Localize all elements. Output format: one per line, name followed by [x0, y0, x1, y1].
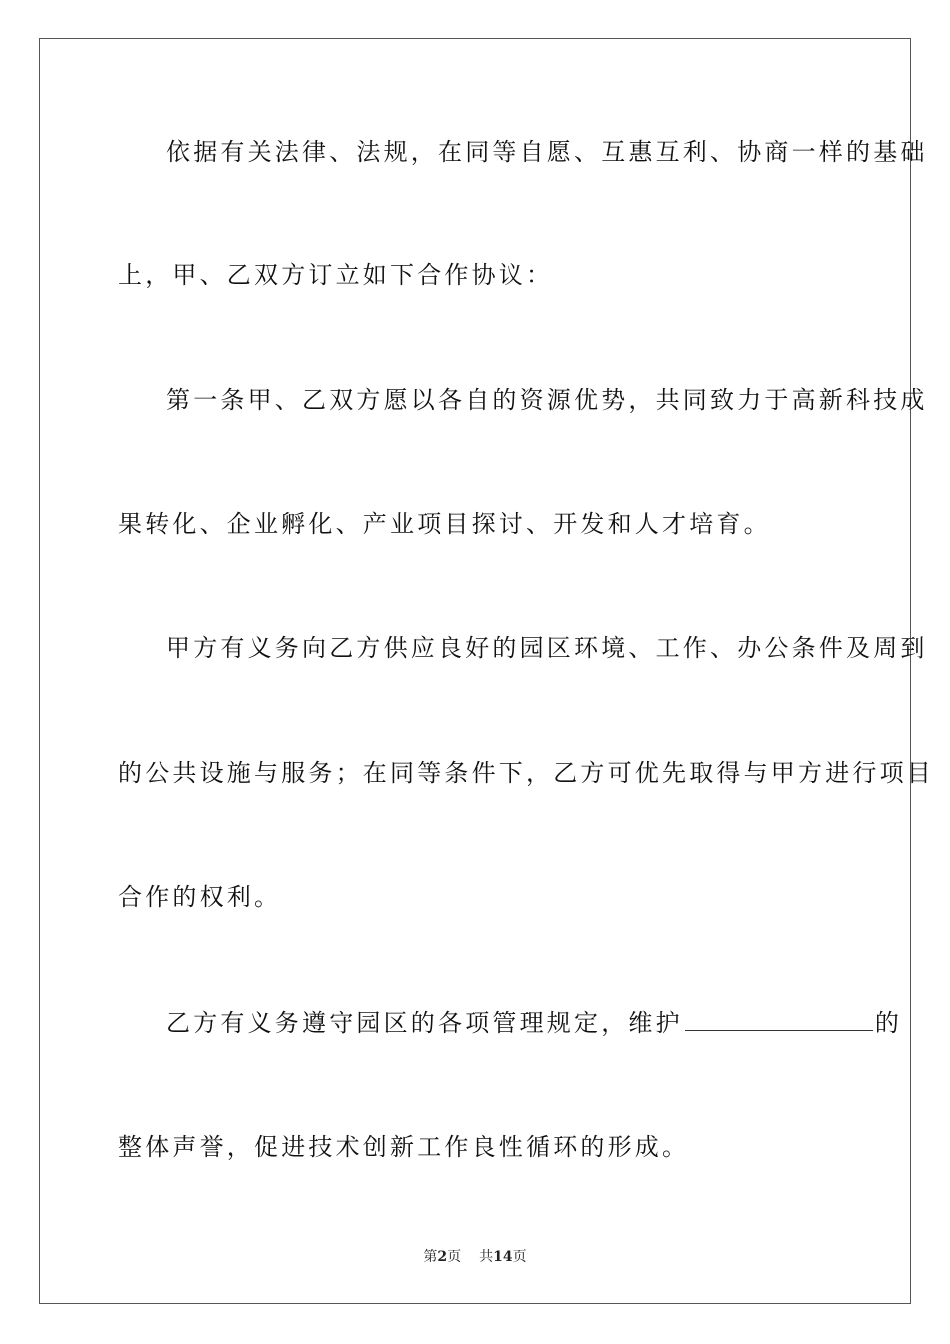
paragraph-line: 依据有关法律、法规，在同等自愿、互惠互利、协商一样的基础 [166, 138, 928, 166]
paragraph-text: 乙方有义务遵守园区的各项管理规定，维护 [166, 1009, 683, 1037]
paragraph-line: 的公共设施与服务；在同等条件下，乙方可优先取得与甲方进行项目 [118, 759, 934, 787]
paragraph-line: 上，甲、乙双方订立如下合作协议： [118, 261, 554, 289]
paragraph-text: 的 [874, 1009, 903, 1037]
paragraph-line: 甲方有义务向乙方供应良好的园区环境、工作、办公条件及周到 [166, 634, 928, 662]
paragraph-line: 第一条甲、乙双方愿以各自的资源优势，共同致力于高新科技成 [166, 386, 928, 414]
paragraph-line-with-blank [166, 1008, 903, 1038]
fill-in-blank [685, 1008, 873, 1031]
paragraph-line: 整体声誉，促进技术创新工作良性循环的形成。 [118, 1133, 690, 1161]
total-suffix: 页 [512, 1249, 527, 1265]
paragraph-line: 果转化、企业孵化、产业项目探讨、开发和人才培育。 [118, 510, 771, 538]
page-suffix: 页 [447, 1249, 462, 1265]
page-frame [39, 38, 934, 1304]
page-prefix: 第 [423, 1249, 438, 1265]
total-prefix: 共 [479, 1249, 494, 1265]
total-pages: 14 [493, 1249, 513, 1265]
paragraph-line: 合作的权利。 [118, 883, 282, 911]
page-number: 2 [437, 1249, 448, 1265]
page-footer [0, 1248, 950, 1266]
